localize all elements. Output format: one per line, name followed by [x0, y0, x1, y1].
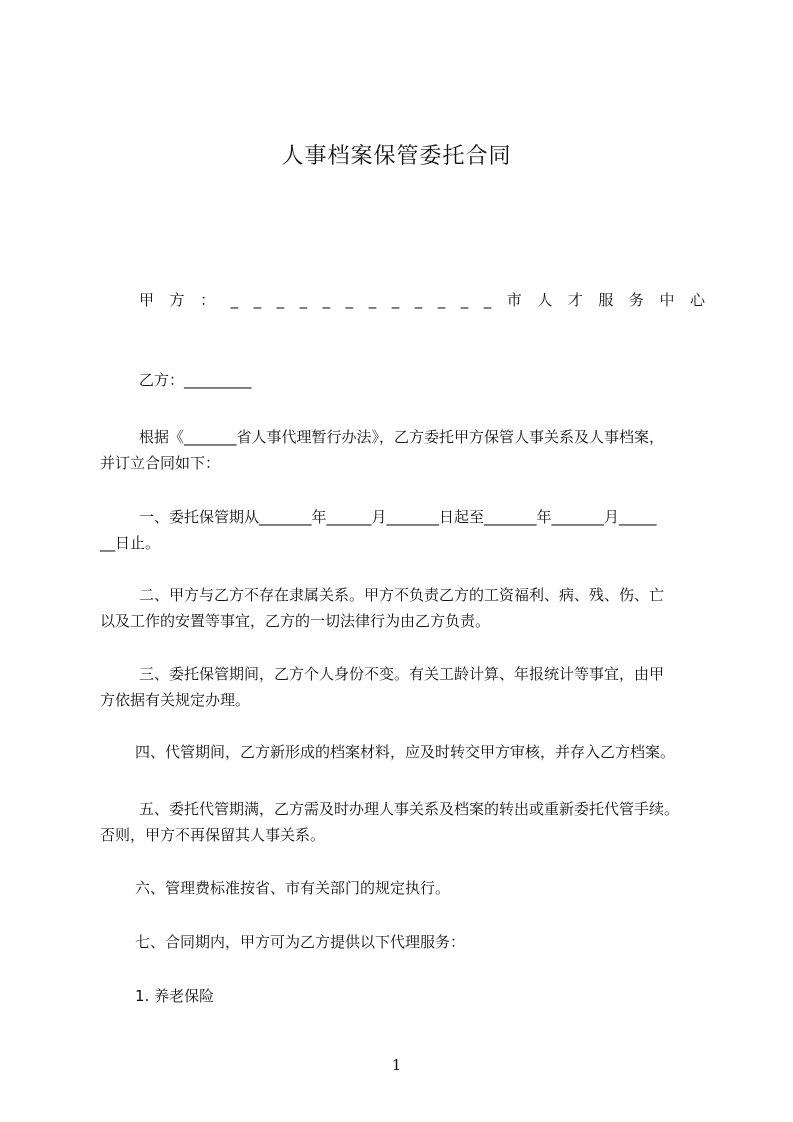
party-a-char: 中 — [659, 291, 675, 309]
intro-line-1: 根据《_______省人事代理暂行办法》，乙方委托甲方保管人事关系及人事档案， — [139, 428, 665, 446]
clause-4 — [100, 739, 705, 765]
party-a-char: _ — [414, 291, 423, 309]
document-title: 人事档案保管委托合同 — [281, 144, 512, 169]
party-a-char: 心 — [689, 291, 705, 309]
party-a-line — [139, 287, 705, 313]
service-item-1 — [100, 983, 705, 1009]
intro-line-2: 并订立合同如下： — [100, 454, 221, 472]
clause-5 — [100, 796, 705, 848]
intro-paragraph — [100, 424, 705, 476]
party-a-char: 方 — [169, 291, 185, 309]
clause-6 — [100, 875, 705, 901]
clause-3-line-1: 三、委托保管期间，乙方个人身份不变。有关工龄计算、年报统计等事宜，由甲 — [139, 665, 665, 683]
party-a-char: _ — [276, 291, 285, 309]
clause-7-line-1: 七、合同期内，甲方可为乙方提供以下代理服务： — [135, 933, 466, 951]
page-number: 1 — [391, 1056, 402, 1074]
party-a-char: 甲 — [139, 291, 155, 309]
clause-2-line-2: 以及工作的安置等事宜，乙方的一切法律行为由乙方负责。 — [100, 612, 491, 630]
clause-2-line-1: 二、甲方与乙方不存在隶属关系。甲方不负责乙方的工资福利、病、残、伤、亡 — [139, 586, 665, 604]
party-a-char: 务 — [628, 291, 644, 309]
party-a-char: _ — [368, 291, 377, 309]
clause-5-line-1: 五、委托代管期满，乙方需及时办理人事关系及档案的转出或重新委托代管手续。 — [139, 800, 680, 818]
party-a-char: 才 — [567, 291, 583, 309]
clause-3-line-2: 方依据有关规定办理。 — [100, 691, 251, 709]
party-a-char: _ — [322, 291, 331, 309]
party-a-char: _ — [460, 291, 469, 309]
clause-5-line-2: 否则，甲方不再保留其人事关系。 — [100, 826, 326, 844]
service-item-1-line: 1. 养老保险 — [135, 987, 215, 1005]
party-a-char: _ — [437, 291, 446, 309]
clause-1-line-2: __日止。 — [100, 534, 161, 552]
party-a-char: _ — [483, 291, 492, 309]
party-a-char: 服 — [598, 291, 614, 309]
party-a-char: _ — [345, 291, 354, 309]
party-a-char: 人 — [537, 291, 553, 309]
clause-2 — [100, 582, 705, 634]
clause-4-line-1: 四、代管期间，乙方新形成的档案材料，应及时转交甲方审核，并存入乙方档案。 — [135, 743, 676, 761]
clause-6-line-1: 六、管理费标准按省、市有关部门的规定执行。 — [135, 879, 451, 897]
party-a-char: 市 — [506, 291, 522, 309]
party-a-char: _ — [230, 291, 239, 309]
party-a-char: _ — [299, 291, 308, 309]
clause-3 — [100, 661, 705, 713]
clause-1 — [100, 504, 705, 556]
party-a-char: ： — [200, 291, 216, 309]
clause-7 — [100, 929, 705, 955]
party-a-char: _ — [253, 291, 262, 309]
party-a-char: _ — [391, 291, 400, 309]
party-b-line: 乙方：_________ — [139, 371, 252, 389]
clause-1-line-1: 一、委托保管期从_______年______月_______日起至_______年_______月_____ — [139, 508, 657, 526]
